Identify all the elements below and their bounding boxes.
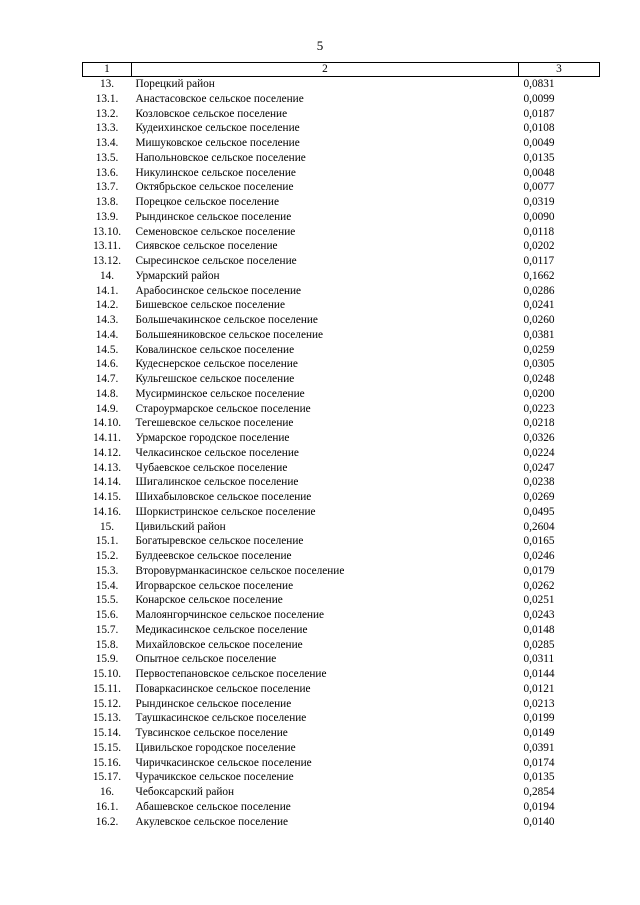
row-number: 15.14.: [92, 727, 122, 739]
row-number: 16.: [99, 786, 115, 798]
row-name: Второвурманкасинское сельское поселение: [135, 564, 345, 577]
row-name: Кудеснерское сельское поселение: [135, 358, 298, 371]
table-row: [83, 564, 600, 579]
row-value: 0,0135: [523, 151, 555, 164]
row-number: 16.1.: [95, 800, 119, 813]
row-number: 13.: [99, 78, 115, 90]
row-name: Сыресинское сельское поселение: [135, 255, 297, 267]
table-row: [83, 667, 600, 682]
table-row: [83, 77, 600, 92]
row-value: 0,0149: [523, 727, 555, 739]
row-value: 0,0224: [523, 446, 555, 459]
row-number: 15.3.: [95, 564, 119, 577]
row-name: Первостепановское сельское поселение: [135, 668, 327, 680]
row-name: Цивильское городское поселение: [135, 741, 296, 754]
table-row: [83, 593, 600, 608]
table-row: [83, 770, 600, 785]
row-value: 0,0117: [523, 255, 555, 267]
row-number: 15.10.: [92, 668, 122, 680]
table-row: [83, 239, 600, 254]
row-value: 0,0187: [523, 107, 555, 120]
row-name: Сиявское сельское поселение: [135, 240, 278, 253]
row-value: 0,0179: [523, 564, 555, 577]
row-name: Ковалинское сельское поселение: [135, 343, 295, 356]
row-number: 14.10.: [92, 417, 122, 430]
row-name: Богатыревское сельское поселение: [135, 535, 304, 548]
row-number: 13.12.: [92, 255, 122, 267]
row-name: Арабосинское сельское поселение: [135, 284, 302, 297]
row-value: 0,0121: [523, 682, 555, 695]
row-value: 0,0135: [523, 771, 555, 784]
row-value: 0,0305: [523, 358, 555, 371]
row-number: 15.: [99, 520, 115, 533]
row-number: 13.6.: [95, 166, 119, 179]
row-name: Большеяниковское сельское поселение: [135, 328, 324, 341]
row-value: 0,1662: [523, 269, 555, 282]
row-name: Порецкий район: [135, 78, 215, 90]
table-row: [83, 284, 600, 299]
row-value: 0,0391: [523, 741, 555, 754]
row-value: 0,0285: [523, 638, 555, 651]
row-name: Таушкасинское сельское поселение: [135, 712, 307, 725]
row-value: 0,0140: [523, 815, 555, 828]
row-number: 14.1.: [95, 284, 119, 297]
row-name: Поваркасинское сельское поселение: [135, 682, 311, 695]
row-number: 14.13.: [92, 461, 122, 474]
row-number: 15.8.: [95, 638, 119, 651]
table-row: [83, 461, 600, 476]
header-col-2: 2: [132, 63, 519, 77]
table-row: [83, 697, 600, 712]
row-number: 13.10.: [92, 225, 122, 238]
row-name: Чебоксарский район: [135, 786, 235, 798]
row-value: 0,0311: [523, 653, 555, 666]
row-value: 0,0108: [523, 122, 555, 135]
row-name: Порецкое сельское поселение: [135, 196, 279, 208]
row-number: 15.6.: [95, 609, 119, 621]
row-number: 14.12.: [92, 446, 122, 459]
row-name: Михайловское сельское поселение: [135, 638, 303, 651]
table-row: [83, 475, 600, 490]
row-name: Мишуковское сельское поселение: [135, 137, 300, 149]
table-row: [83, 180, 600, 195]
row-value: 0,0243: [523, 609, 555, 621]
table-row: [83, 372, 600, 387]
row-name: Шоркистринское сельское поселение: [135, 505, 316, 518]
table-row: [83, 579, 600, 594]
allocation-table: [82, 62, 600, 829]
table-row: [83, 254, 600, 269]
row-number: 15.2.: [95, 550, 119, 562]
table-row: [83, 756, 600, 771]
row-number: 14.6.: [95, 358, 119, 371]
table-row: [83, 711, 600, 726]
row-value: 0,0148: [523, 623, 555, 636]
row-name: Малоянгорчинское сельское поселение: [135, 609, 325, 621]
table-row: [83, 785, 600, 800]
row-number: 14.3.: [95, 314, 119, 326]
table-row: [83, 431, 600, 446]
row-number: 15.7.: [95, 623, 119, 636]
row-name: Акулевское сельское поселение: [135, 815, 289, 828]
row-name: Кульгешское сельское поселение: [135, 373, 295, 385]
row-name: Большечакинское сельское поселение: [135, 314, 318, 326]
table-row: [83, 166, 600, 181]
row-name: Чиричкасинское сельское поселение: [135, 756, 312, 769]
row-number: 14.4.: [95, 328, 119, 341]
row-number: 15.11.: [93, 682, 121, 695]
table-row: [83, 387, 600, 402]
row-number: 14.9.: [95, 402, 119, 415]
row-name: Октябрьское сельское поселение: [135, 181, 294, 194]
row-value: 0,0090: [523, 210, 555, 223]
row-value: 0,0495: [523, 505, 555, 518]
table-row: [83, 92, 600, 107]
row-name: Опытное сельское поселение: [135, 653, 277, 666]
row-number: 16.2.: [95, 815, 119, 828]
table-row: [83, 151, 600, 166]
row-value: 0,0194: [523, 800, 555, 813]
table-row: [83, 328, 600, 343]
row-number: 13.2.: [95, 107, 119, 120]
row-value: 0,0326: [523, 432, 555, 444]
table-row: [83, 195, 600, 210]
table-row: [83, 608, 600, 623]
table-row: [83, 726, 600, 741]
table-row: [83, 121, 600, 136]
table-body: [83, 77, 600, 830]
row-number: 13.3.: [95, 122, 119, 135]
row-name: Никулинское сельское поселение: [135, 166, 296, 179]
table-row: [83, 682, 600, 697]
row-name: Рындинское сельское поселение: [135, 697, 292, 710]
table-row: [83, 800, 600, 815]
row-value: 0,0165: [523, 535, 555, 548]
row-number: 14.15.: [92, 491, 122, 503]
row-value: 0,0118: [523, 225, 555, 238]
row-name: Тегешевское сельское поселение: [135, 417, 294, 430]
row-name: Рындинское сельское поселение: [135, 210, 292, 223]
row-name: Абашевское сельское поселение: [135, 800, 291, 813]
row-name: Булдеевское сельское поселение: [135, 550, 292, 562]
header-col-1: 1: [83, 63, 132, 77]
row-name: Шихабыловское сельское поселение: [135, 491, 312, 503]
row-number: 15.15.: [92, 741, 122, 754]
row-number: 13.9.: [95, 210, 119, 223]
table-row: [83, 269, 600, 284]
table-row: [83, 505, 600, 520]
table-row: [83, 343, 600, 358]
table-row: [83, 357, 600, 372]
row-value: 0,0200: [523, 387, 555, 400]
table-row: [83, 136, 600, 151]
row-value: 0,0174: [523, 756, 555, 769]
row-value: 0,0144: [523, 668, 555, 680]
table-row: [83, 534, 600, 549]
table-row: [83, 225, 600, 240]
row-number: 14.11.: [93, 432, 121, 444]
row-number: 15.1.: [95, 535, 119, 548]
row-name: Тувсинское сельское поселение: [135, 727, 288, 739]
row-name: Урмарское городское поселение: [135, 432, 290, 444]
row-value: 0,0247: [523, 461, 555, 474]
table-row: [83, 210, 600, 225]
row-number: 13.7.: [95, 181, 119, 194]
row-number: 15.17.: [92, 771, 122, 784]
table-row: [83, 638, 600, 653]
row-value: 0,0213: [523, 697, 555, 710]
row-value: 0,0099: [523, 92, 555, 105]
row-value: 0,0218: [523, 417, 555, 430]
row-value: 0,0286: [523, 284, 555, 297]
row-number: 14.2.: [95, 299, 119, 312]
row-value: 0,0199: [523, 712, 555, 725]
table-row: [83, 741, 600, 756]
row-value: 0,0048: [523, 166, 555, 179]
table-row: [83, 490, 600, 505]
row-value: 0,0223: [523, 402, 555, 415]
table-row: [83, 446, 600, 461]
row-number: 15.16.: [92, 756, 122, 769]
row-value: 0,2604: [523, 520, 555, 533]
row-value: 0,0319: [523, 196, 555, 208]
row-value: 0,2854: [523, 786, 555, 798]
row-number: 15.9.: [95, 653, 119, 666]
row-name: Чурачикское сельское поселение: [135, 771, 294, 784]
row-number: 14.5.: [95, 343, 119, 356]
row-name: Мусирминское сельское поселение: [135, 387, 305, 400]
row-name: Кудеихинское сельское поселение: [135, 122, 300, 135]
row-value: 0,0269: [523, 491, 555, 503]
row-value: 0,0246: [523, 550, 555, 562]
table-row: [83, 416, 600, 431]
page-number: 5: [316, 38, 324, 53]
row-value: 0,0260: [523, 314, 555, 326]
row-number: 13.5.: [95, 151, 119, 164]
row-name: Бишевское сельское поселение: [135, 299, 285, 312]
row-name: Челкасинское сельское поселение: [135, 446, 299, 459]
row-name: Игорварское сельское поселение: [135, 579, 294, 592]
row-number: 14.8.: [95, 387, 119, 400]
table-row: [83, 107, 600, 122]
row-number: 15.5.: [95, 594, 119, 607]
row-number: 15.13.: [92, 712, 122, 725]
row-value: 0,0259: [523, 343, 555, 356]
row-name: Напольновское сельское поселение: [135, 151, 306, 164]
row-number: 13.11.: [93, 240, 121, 253]
row-name: Чубаевское сельское поселение: [135, 461, 288, 474]
row-value: 0,0241: [523, 299, 555, 312]
row-value: 0,0262: [523, 579, 555, 592]
row-name: Медикасинское сельское поселение: [135, 623, 308, 636]
table-row: [83, 549, 600, 564]
row-value: 0,0238: [523, 476, 555, 489]
row-number: 14.16.: [92, 505, 122, 518]
table-row: [83, 623, 600, 638]
row-number: 13.4.: [95, 137, 119, 149]
row-value: 0,0077: [523, 181, 555, 194]
table-row: [83, 298, 600, 313]
row-number: 13.8.: [95, 196, 119, 208]
row-value: 0,0831: [523, 78, 555, 90]
row-name: Цивильский район: [135, 520, 226, 533]
row-name: Шигалинское сельское поселение: [135, 476, 299, 489]
table-row: [83, 815, 600, 830]
row-name: Семеновское сельское поселение: [135, 225, 296, 238]
row-number: 14.: [99, 269, 115, 282]
row-value: 0,0248: [523, 373, 555, 385]
header-col-3: 3: [519, 63, 600, 77]
table-row: [83, 402, 600, 417]
table-header: [83, 63, 600, 77]
row-name: Анастасовское сельское поселение: [135, 92, 304, 105]
row-number: 14.14.: [92, 476, 122, 489]
row-number: 14.7.: [95, 373, 119, 385]
row-name: Конарское сельское поселение: [135, 594, 283, 607]
row-number: 13.1.: [95, 92, 119, 105]
header-row: [83, 63, 600, 77]
row-value: 0,0202: [523, 240, 555, 253]
row-name: Староурмарское сельское поселение: [135, 402, 311, 415]
row-name: Урмарский район: [135, 269, 220, 282]
row-number: 15.12.: [92, 697, 122, 710]
row-value: 0,0251: [523, 594, 555, 607]
row-name: Козловское сельское поселение: [135, 107, 288, 120]
table-row: [83, 520, 600, 535]
table-row: [83, 313, 600, 328]
table-row: [83, 652, 600, 667]
row-value: 0,0381: [523, 328, 555, 341]
row-value: 0,0049: [523, 137, 555, 149]
row-number: 15.4.: [95, 579, 119, 592]
